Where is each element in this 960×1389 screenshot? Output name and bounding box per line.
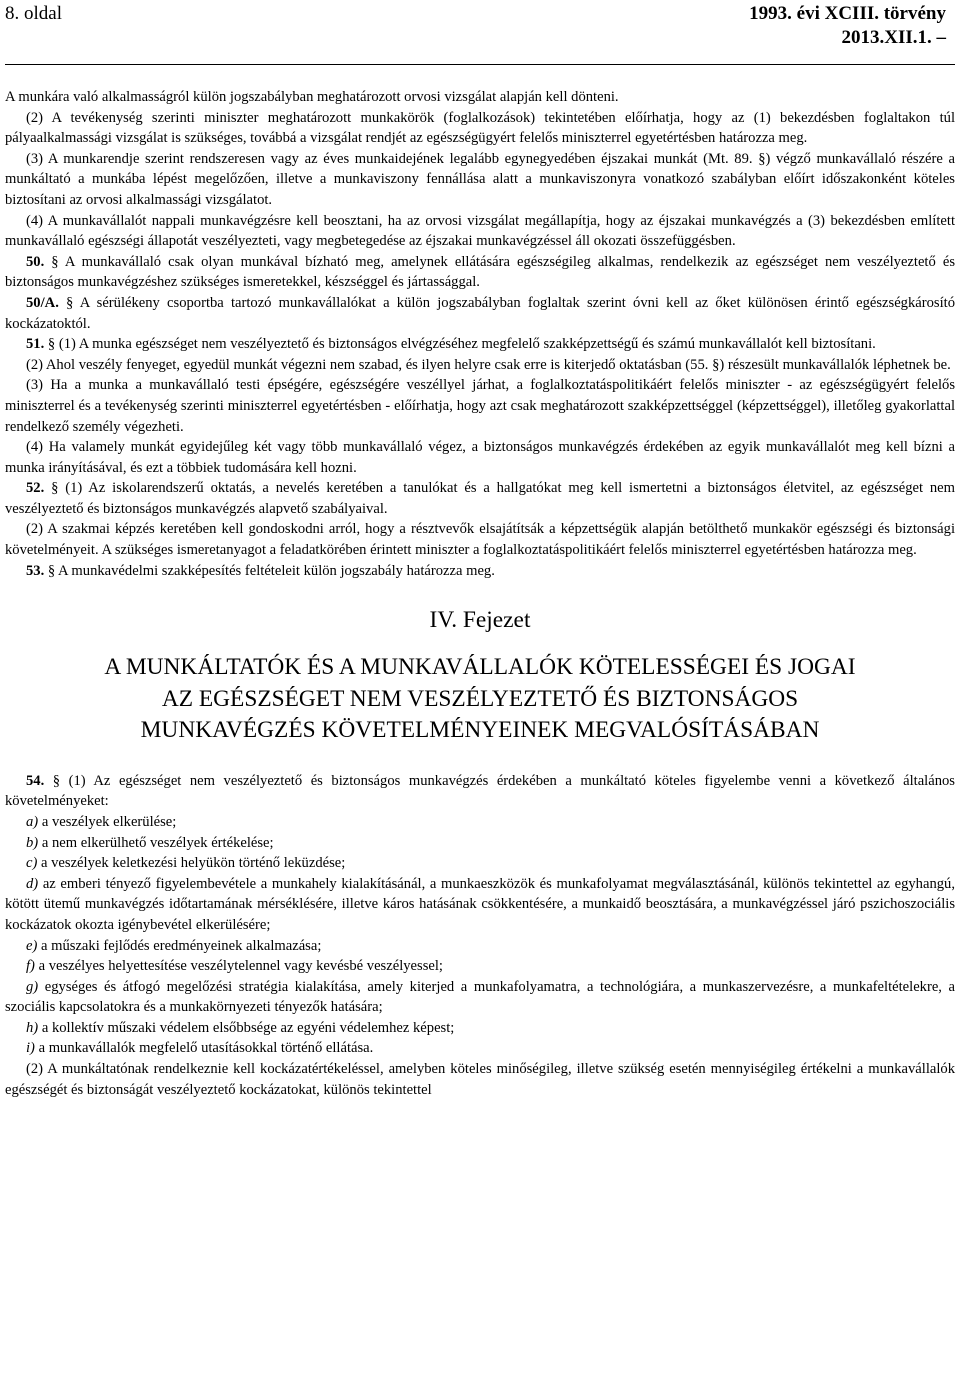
paragraph: (2) A szakmai képzés keretében kell gondoskodni arról, hogy a résztvevők elsajátítsák a képzettségük alapján betölthető munkakör egészségi és biztonsági követelményeit. A szükséges ismeretanyagot a feladatkörében érintett miniszter a foglalkoztatáspolitikáért felelős miniszterrel egyetértésben határozza meg. xyxy=(5,521,955,559)
list-item: f) a veszélyes helyettesítése veszélytelennel vagy kevésbé veszélyessel; xyxy=(26,958,443,975)
paragraph: (2) A munkáltatónak rendelkeznie kell kockázatértékeléssel, amelyben köteles minőségileg, illetve szükség esetén mennyiségileg értékelni a munkavállalók egészségét és biztonságát veszélyeztető kockázatokat, különös tekintettel xyxy=(5,1061,955,1098)
section-number: 53. xyxy=(26,562,45,579)
section-number: 52. xyxy=(26,480,45,497)
chapter-title xyxy=(5,652,955,747)
section-51: 51. § (1) A munka egészséget nem veszélyeztető és biztonságos elvégzéséhez megfelelő szakképzettségű és számú munkavállalót kell biztosítani. xyxy=(26,336,876,353)
paragraph: (2) Ahol veszély fenyeget, egyedül munkát végezni nem szabad, és ilyen helyre csak erre is kiterjedő oktatásban (55. §) részesült munkavállalók léphetnek be. xyxy=(26,356,951,373)
list-item: g) egységes és átfogó megelőzési stratégia kialakítása, amely kiterjed a munkafolyamatra, a technológiára, a munkaszervezésre, a munkafeltételekre, a szociális kapcsolatokra és a munkakörnyezeti tényezők hatására; xyxy=(5,978,955,1016)
chapter-title-line: A MUNKÁLTATÓK ÉS A MUNKAVÁLLALÓK KÖTELESSÉGEI ÉS JOGAI xyxy=(104,654,856,681)
paragraph: (4) A munkavállalót nappali munkavégzésre kell beosztani, ha az orvosi vizsgálat megállapítja, hogy az éjszakai munkavégzés a (3) bekezdésben említett munkavállaló egészségi állapotát veszélyezteti, vagy megbetegedése az éjszakai munkavégzéssel áll okozati összefüggésben. xyxy=(5,212,955,250)
version-label: 2013.XII.1. – xyxy=(841,27,946,48)
section-number: 54. xyxy=(26,772,45,789)
document-body xyxy=(5,87,955,1100)
section-53: 53. § A munkavédelmi szakképesítés feltételeit külön jogszabály határozza meg. xyxy=(26,562,495,579)
list-item: b) a nem elkerülhető veszélyek értékelése; xyxy=(26,834,274,851)
section-50: 50. § A munkavállaló csak olyan munkával bízható meg, amelynek ellátására egészségileg alkalmas, rendelkezik az egészséget nem veszélyeztető és biztonságos munkavégzéshez szükséges ismeretekkel, készséggel és jártassággal. xyxy=(5,253,955,291)
list-item: c) a veszélyek keletkezési helyükön történő leküzdése; xyxy=(26,855,346,872)
section-number: 51. xyxy=(26,336,45,353)
paragraph: (4) Ha valamely munkát egyidejűleg két vagy több munkavállaló végez, a biztonságos munkavégzés érdekében az egyik munkavállalót meg kell bízni a munka irányításával, és ezt a többiek tudomására kell hozni. xyxy=(5,439,955,476)
section-54: 54. § (1) Az egészséget nem veszélyeztető és biztonságos munkavégzés érdekében a munkáltató köteles figyelembe venni a következő általános követelményeket: xyxy=(5,772,955,810)
list-item: e) a műszaki fejlődés eredményeinek alkalmazása; xyxy=(26,937,322,954)
section-50a: 50/A. § A sérülékeny csoportba tartozó munkavállalókat a külön jogszabályban foglaltak szerint óvni kell az őket különösen érintő egészségkárosító kockázatoktól. xyxy=(5,294,955,332)
chapter-title-line: MUNKAVÉGZÉS KÖVETELMÉNYEINEK MEGVALÓSÍTÁSÁBAN xyxy=(140,717,820,744)
section-number: 50. xyxy=(26,253,45,270)
page-number-label: 8. oldal xyxy=(5,3,62,24)
section-52: 52. § (1) Az iskolarendszerű oktatás, a nevelés keretében a tanulókat és a hallgatókat meg kell ismertetni a biztonságos életvitel, az egészséget nem veszélyeztető és biztonságos munkavégzés alapvető szabályaival. xyxy=(5,480,955,517)
list-item: d) az emberi tényező figyelembevétele a munkahely kialakításánál, a munkaeszközök és munkafolyamat megválasztásánál, különös tekintettel az egyhangú, kötött ütemű munkavégzés időtartamának mérséklésére, illetve káros hatásának csökkentésére, a munkaidő beosztására, a munkavégzéssel járó pszichoszociális kockázatok okozta igénybevétel elkerülésére; xyxy=(5,875,955,933)
paragraph: (3) A munkarendje szerint rendszeresen vagy az éves munkaidejének legalább egynegyedében éjszakai munkát (Mt. 89. §) végző munkavállaló részére a munkáltató a munkába lépést megelőzően, illetve a munkaviszony fennállása alatt a munkaviszonyra vonatkozó szabályban előírt időszakonként köteles biztosítani az orvosi alkalmassági vizsgálatot. xyxy=(5,150,955,208)
list-item: h) a kollektív műszaki védelem elsőbbsége az egyéni védelemhez képest; xyxy=(26,1019,455,1036)
law-title: 1993. évi XCIII. törvény xyxy=(749,3,946,24)
list-item: a) a veszélyek elkerülése; xyxy=(26,813,177,830)
paragraph: (3) Ha a munka a munkavállaló testi épségére, egészségére veszéllyel járhat, a foglalkoztatáspolitikáért felelős miniszter - az egészségügyért felelős miniszterrel és a tevékenység szerinti miniszterrel egyetértésben - előírhatja, hogy azt csak meghatározott szakképzettséggel (képzettséggel), illetőleg gyakorlattal rendelkező személy végezheti. xyxy=(5,377,955,435)
header-rule xyxy=(5,64,955,65)
paragraph: (2) A tevékenység szerinti miniszter meghatározott munkakörök (foglalkozások) tekintetében előírhatja, hogy az (1) bekezdésben foglaltakon túl pályaalkalmassági vizsgálat is szükséges, továbbá a vizsgálat rendjét az egészségügyért felelős miniszterrel egyetértésben határozza meg. xyxy=(5,109,955,147)
chapter-number: IV. Fejezet xyxy=(429,607,531,634)
paragraph: A munkára való alkalmasságról külön jogszabályban meghatározott orvosi vizsgálat alapján kell dönteni. xyxy=(5,89,619,105)
list-item: i) a munkavállalók megfelelő utasításokkal történő ellátása. xyxy=(26,1040,374,1057)
section-number: 50/A. xyxy=(26,294,59,311)
chapter-title-line: AZ EGÉSZSÉGET NEM VESZÉLYEZTETŐ ÉS BIZTONSÁGOS xyxy=(161,685,799,712)
